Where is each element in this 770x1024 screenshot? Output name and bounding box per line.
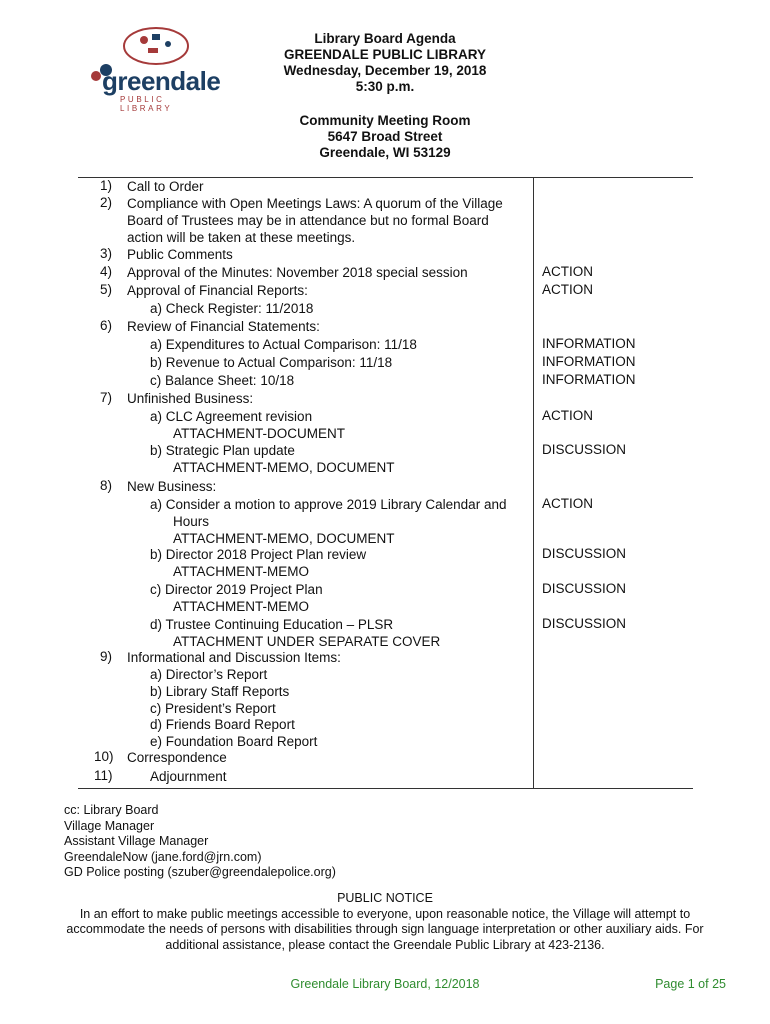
action-label: DISCUSSION — [542, 442, 627, 457]
agenda-subitem: a) Consider a motion to approve 2019 Library Calendar and — [150, 497, 507, 512]
public-notice — [40, 891, 730, 953]
agenda-attachment: ATTACHMENT UNDER SEPARATE COVER — [173, 634, 441, 649]
header-time: 5:30 p.m. — [355, 79, 415, 94]
cc-line: Assistant Village Manager — [64, 834, 209, 848]
agenda-item: Compliance with Open Meetings Laws: A quorum of the Village — [127, 196, 503, 211]
agenda-item: Informational and Discussion Items: — [127, 650, 341, 665]
agenda-subitem-cont: Hours — [173, 514, 210, 529]
agenda-attachment: ATTACHMENT-MEMO — [173, 564, 309, 579]
header-title: Library Board Agenda — [314, 31, 456, 46]
agenda-table — [78, 177, 693, 789]
agenda-subitem: b) Revenue to Actual Comparison: 11/18 — [150, 355, 393, 370]
agenda-subitem: a) CLC Agreement revision — [150, 409, 313, 424]
agenda-attachment: ATTACHMENT-MEMO, DOCUMENT — [173, 531, 395, 546]
notice-line: accommodate the needs of persons with disabilities through sign language interpretation or other auxiliary aids. For — [66, 922, 704, 936]
notice-line: In an effort to make public meetings accessible to everyone, upon reasonable notice, the Village will attempt to — [79, 906, 691, 921]
cc-line: Village Manager — [64, 818, 155, 833]
agenda-attachment: ATTACHMENT-MEMO — [173, 599, 309, 614]
notice-line: additional assistance, please contact the Greendale Public Library at 423-2136. — [165, 937, 605, 952]
item-number: 7) — [100, 390, 113, 405]
agenda-attachment: ATTACHMENT-MEMO, DOCUMENT — [173, 460, 395, 475]
library-logo — [86, 24, 221, 113]
agenda-subitem: a) Check Register: 11/2018 — [150, 301, 314, 316]
item-number: 1) — [100, 178, 113, 193]
agenda-subitem: a) Expenditures to Actual Comparison: 11/18 — [150, 337, 417, 352]
agenda-item: Unfinished Business: — [127, 391, 254, 406]
agenda-attachment: ATTACHMENT-DOCUMENT — [173, 426, 345, 441]
agenda-subitem: b) Director 2018 Project Plan review — [150, 547, 367, 562]
cc-list — [64, 803, 336, 881]
action-label: INFORMATION — [542, 354, 636, 369]
logo-wordmark: greendale — [102, 66, 221, 96]
item-number: 4) — [100, 264, 113, 279]
item-number: 2) — [100, 195, 113, 210]
logo-subtitle: PUBLIC LIBRARY — [120, 95, 173, 113]
agenda-subitem: d) Trustee Continuing Education – PLSR — [150, 617, 394, 632]
item-number: 5) — [100, 282, 113, 297]
agenda-subitem: a) Director’s Report — [150, 667, 268, 682]
action-label: INFORMATION — [542, 336, 636, 351]
header-room: Community Meeting Room — [299, 113, 471, 128]
header-city: Greendale, WI 53129 — [319, 145, 451, 160]
agenda-item: Call to Order — [127, 179, 204, 194]
agenda-actions-column — [534, 178, 694, 789]
notice-title: PUBLIC NOTICE — [337, 891, 433, 905]
agenda-subitem: c) Balance Sheet: 10/18 — [150, 373, 295, 388]
cc-line: GreendaleNow (jane.ford@jrn.com) — [64, 849, 262, 864]
agenda-subitem: b) Library Staff Reports — [150, 684, 290, 699]
agenda-item: Review of Financial Statements: — [127, 319, 320, 334]
header-street: 5647 Broad Street — [327, 129, 443, 144]
agenda-item: Board of Trustees may be in attendance but no formal Board — [127, 213, 489, 228]
cc-line: cc: Library Board — [64, 803, 159, 817]
footer-label: Greendale Library Board, 12/2018 — [290, 977, 480, 991]
agenda-item: Public Comments — [127, 247, 233, 262]
header-date: Wednesday, December 19, 2018 — [283, 63, 487, 78]
agenda-item: action will be taken at these meetings. — [127, 230, 356, 245]
agenda-item: Approval of the Minutes: November 2018 special session — [127, 265, 468, 280]
item-number: 11) — [94, 768, 113, 783]
action-label: DISCUSSION — [542, 546, 627, 561]
action-label: ACTION — [542, 264, 594, 279]
item-number: 6) — [100, 318, 113, 333]
action-label: DISCUSSION — [542, 581, 627, 596]
agenda-item: Adjournment — [150, 769, 227, 784]
item-number: 9) — [100, 649, 113, 664]
agenda-subitem: c) President’s Report — [150, 701, 276, 716]
agenda-subitem: d) Friends Board Report — [150, 717, 295, 732]
action-label: DISCUSSION — [542, 616, 627, 631]
item-number: 8) — [100, 478, 113, 493]
agenda-subitem: b) Strategic Plan update — [150, 443, 295, 458]
page-number: Page 1 of 25 — [655, 977, 726, 991]
header-library: GREENDALE PUBLIC LIBRARY — [283, 47, 486, 62]
item-number: 3) — [100, 246, 113, 261]
agenda-item: Correspondence — [127, 750, 227, 765]
agenda-items-column — [78, 178, 534, 789]
item-number: 10) — [94, 749, 114, 764]
action-label: INFORMATION — [542, 372, 636, 387]
action-label: ACTION — [542, 282, 594, 297]
agenda-subitem: c) Director 2019 Project Plan — [150, 582, 323, 597]
cc-line: GD Police posting (szuber@greendalepolice.org) — [64, 865, 336, 879]
action-label: ACTION — [542, 496, 594, 511]
action-label: ACTION — [542, 408, 594, 423]
agenda-subitem: e) Foundation Board Report — [150, 734, 318, 749]
agenda-item: Approval of Financial Reports: — [127, 283, 308, 298]
agenda-item: New Business: — [127, 479, 217, 494]
agenda-header — [250, 31, 520, 161]
